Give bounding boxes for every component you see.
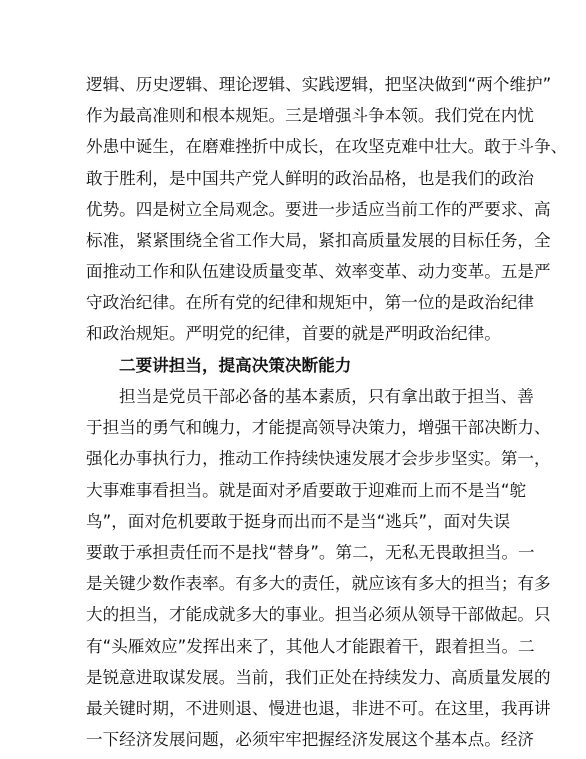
paragraph-line: 鸟”，面对危机要敢于挺身而出而不是当“逃兵”，面对失误 [86, 512, 511, 531]
paragraph-line: 优势。四是树立全局观念。要进一步适应当前工作的严要求、高 [86, 200, 551, 219]
paragraph-line: 是锐意进取谋发展。当前，我们正处在持续发力、高质量发展的 [86, 668, 551, 687]
paragraph-line: 有“头雁效应”发挥出来了，其他人才能跟着干，跟着担当。二 [86, 637, 535, 656]
paragraph-line: 要敢于承担责任而不是找“替身”。第二，无私无畏敢担当。一 [86, 543, 535, 562]
paragraph-line: 大的担当，才能成就多大的事业。担当必须从领导干部做起。只 [86, 605, 551, 624]
section-heading: 二要讲担当，提高决策决断能力 [119, 356, 352, 375]
paragraph-line: 最关键时期，不进则退、慢进也退，非进不可。在这里，我再讲 [86, 699, 551, 718]
paragraph-line: 面推动工作和队伍建设质量变革、效率变革、动力变革。五是严 [86, 262, 551, 281]
paragraph-line: 强化办事执行力，推动工作持续快速发展才会步步坚实。第一， [86, 449, 551, 468]
paragraph-line: 标准，紧紧围绕全省工作大局，紧扣高质量发展的目标任务，全 [86, 231, 551, 250]
paragraph-line: 担当是党员干部必备的基本素质，只有拿出敢于担当、善 [119, 387, 534, 406]
paragraph-line: 敢于胜利，是中国共产党人鲜明的政治品格，也是我们的政治 [86, 169, 535, 188]
paragraph-line: 外患中诞生，在磨难挫折中成长，在攻坚克难中壮大。敢于斗争、 [86, 137, 568, 156]
paragraph-line: 大事难事看担当。就是面对矛盾要敢于迎难而上而不是当“鸵 [86, 481, 527, 500]
paragraph-line: 是关键少数作表率。有多大的责任，就应该有多大的担当；有多 [86, 574, 551, 593]
paragraph-line: 和政治规矩。严明党的纪律，首要的就是严明政治纪律。 [86, 324, 501, 343]
paragraph-line: 作为最高准则和根本规矩。三是增强斗争本领。我们党在内忧 [86, 106, 535, 125]
paragraph-line: 逻辑、历史逻辑、理论逻辑、实践逻辑，把坚决做到“两个维护” [86, 75, 552, 94]
paragraph-line: 于担当的勇气和魄力，才能提高领导决策力，增强干部决断力、 [86, 418, 551, 437]
paragraph-line: 守政治纪律。在所有党的纪律和规矩中，第一位的是政治纪律 [86, 293, 535, 312]
paragraph-line: 一下经济发展问题，必须牢牢把握经济发展这个基本点。经济 [86, 730, 535, 749]
